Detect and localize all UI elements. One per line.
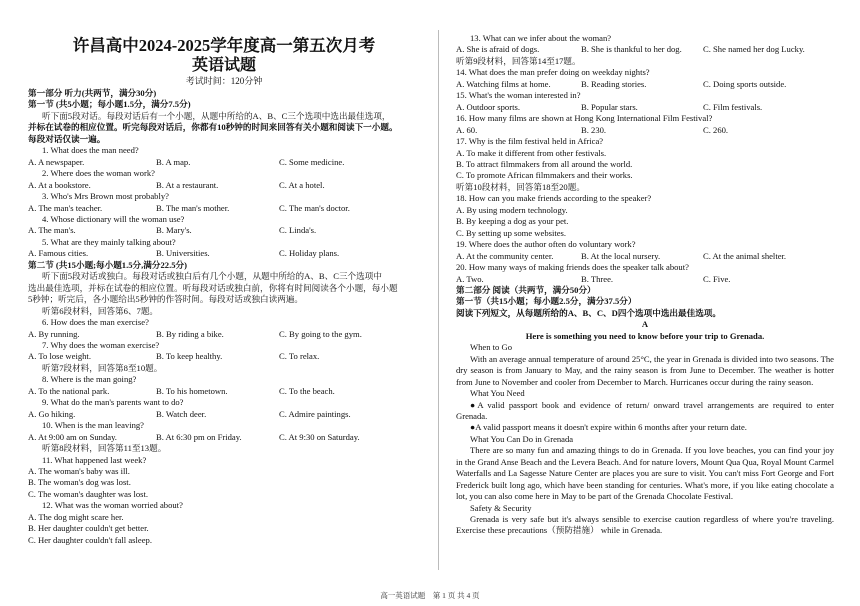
option-c: C. To the beach. — [279, 385, 335, 396]
text-line: 13. What can we infer about the woman? — [470, 33, 612, 43]
option-b: B. She is thankful to her dog. — [581, 44, 682, 55]
option-a: A. At the community center. — [456, 250, 554, 261]
text-line: 听下面5段对话。每段对话后有一个小题，从题中所给的A、B、C三个选项中选出最佳选项， — [42, 110, 391, 121]
option-b: B. A map. — [156, 156, 191, 167]
option-b: B. To keep healthy. — [156, 351, 223, 362]
option-b: B. Popular stars. — [581, 101, 638, 112]
exam-subject: 英语试题 — [191, 57, 256, 74]
option-a: A. At 9:00 am on Sunday. — [28, 431, 117, 442]
option-b: B. To his hometown. — [156, 385, 228, 396]
section-heading: 第一节 (共5小题；每小题1.5分，满分7.5分) — [28, 99, 191, 110]
text-line: 2. Where does the woman work? — [42, 168, 155, 179]
text-line: A. The dog might scare her. — [28, 511, 124, 522]
option-a: A. At a bookstore. — [28, 179, 91, 190]
answer-options — [28, 351, 420, 362]
option-b: B. At 6:30 pm on Friday. — [156, 431, 242, 442]
option-b: B. Reading stories. — [581, 78, 647, 89]
text-line: When to Go — [470, 342, 513, 353]
option-b: B. Three. — [581, 273, 614, 284]
text-line: 12. What was the woman worried about? — [42, 500, 183, 511]
answer-options — [28, 225, 420, 236]
option-a: A. 60. — [456, 124, 478, 135]
option-c: C. Linda's. — [279, 225, 317, 236]
option-a: A. Famous cities. — [28, 248, 89, 259]
text-line: A. The woman's baby was ill. — [28, 465, 130, 476]
right-content — [456, 33, 834, 537]
right-column — [456, 33, 834, 537]
section-heading: 并标在试卷的相应位置。听完每段对话后，你都有10秒钟的时间来回答有关小题和阅读下一小题。 — [28, 122, 398, 133]
section-heading: 每段对话仅读一遍。 — [28, 133, 106, 144]
text-line: 19. Where does the author often do voluntary work? — [456, 239, 636, 250]
text-line: 14. What does the man prefer doing on weekday nights? — [456, 67, 650, 78]
text-line: C. By setting up some websites. — [456, 227, 567, 238]
exam-time: 考试时间：120分钟 — [185, 76, 263, 86]
section-heading: 阅读下列短文，从每题所给的A、B、C、D四个选项中选出最佳选项。 — [456, 307, 721, 318]
text-line: 18. How can you make friends according to the speaker? — [456, 193, 652, 204]
option-a: A. To lose weight. — [28, 351, 91, 362]
option-a: A. Two. — [456, 273, 484, 284]
page-footer: 高一英语试题 第 1 页 共 4 页 — [380, 591, 480, 600]
option-c: C. Holiday plans. — [279, 248, 340, 259]
text-line: ●A valid passport means it doesn't expire within 6 months after your return date. — [470, 422, 747, 433]
passage-paragraph: Grenada is very safe but it's always sensible to exercise caution regardless of where you're traveling. Exercise these precautions（预防措施） while in Grenada. — [456, 514, 834, 536]
answer-options — [456, 274, 834, 285]
passage-heading: Here is something you need to know before your trip to Grenada. — [525, 330, 765, 341]
option-b: B. The man's mother. — [156, 202, 230, 213]
option-a: A. The man's teacher. — [28, 202, 103, 213]
exam-title: 许昌高中2024-2025学年度高一第五次月考 — [72, 36, 376, 55]
option-c: C. Doing sports outside. — [703, 78, 787, 89]
option-b: B. 230. — [581, 124, 607, 135]
text-line: 选出最佳选项，并标在试卷的相应位置。听每段对话或独白前，你将有时间阅读各个小题，每小题 — [28, 282, 398, 293]
text-line: A. To make it different from other festivals. — [456, 147, 607, 158]
option-a: A. To the national park. — [28, 385, 110, 396]
text-line: 17. Why is the film festival held in Africa? — [456, 136, 604, 147]
left-column — [28, 36, 420, 546]
answer-options — [28, 157, 420, 168]
section-heading: 第二节 (共15小题;每小题1.5分,满分22.5分) — [28, 259, 187, 270]
option-c: C. At a hotel. — [279, 179, 325, 190]
passage-heading: A — [641, 319, 649, 330]
option-b: B. By riding a bike. — [156, 328, 224, 339]
text-line: What You Can Do in Grenada — [470, 433, 574, 444]
answer-options — [456, 251, 834, 262]
text-line: 4. Whose dictionary will the woman use? — [42, 213, 185, 224]
option-a: A. Watching films at home. — [456, 78, 551, 89]
answer-options — [28, 248, 420, 259]
section-heading: 第一节（共15小题；每小题2.5分，满分37.5分） — [456, 296, 637, 307]
text-line: 9. What do the man's parents want to do? — [42, 397, 184, 408]
text-line: 听第8段材料，回答第11至13题。 — [42, 443, 167, 454]
text-line: C. Her daughter couldn't fall asleep. — [28, 534, 152, 545]
option-c: C. Some medicine. — [279, 156, 345, 167]
answer-options — [456, 102, 834, 113]
section-heading: 第一部分 听力(共两节，满分30分) — [28, 88, 157, 98]
text-line: B. By keeping a dog as your pet. — [456, 216, 569, 227]
option-c: C. By going to the gym. — [279, 328, 362, 339]
option-a: A. A newspaper. — [28, 156, 85, 167]
answer-options — [28, 329, 420, 340]
text-line: 20. How many ways of making friends does the speaker talk about? — [456, 262, 689, 273]
answer-options — [456, 44, 834, 55]
text-line: 听第7段材料，回答第8至10题。 — [42, 362, 163, 373]
text-line: 5秒钟；听完后，各小题给出5秒钟的作答时间。每段对话或独白读两遍。 — [28, 294, 304, 305]
option-c: C. Five. — [703, 273, 731, 284]
answer-options — [28, 180, 420, 191]
text-line: 7. Why does the woman exercise? — [42, 339, 160, 350]
text-line: 8. Where is the man going? — [42, 374, 137, 385]
text-line: 1. What does the man need? — [42, 145, 139, 156]
left-content — [28, 88, 420, 546]
text-line: B. To attract filmmakers from all around the world. — [456, 158, 633, 169]
option-c: C. She named her dog Lucky. — [703, 44, 805, 55]
option-b: B. At the local nursery. — [581, 250, 661, 261]
text-line: 听第10段材料，回答第18至20题。 — [456, 181, 585, 192]
option-c: C. 260. — [703, 124, 729, 135]
option-c: C. Film festivals. — [703, 101, 763, 112]
answer-options — [28, 203, 420, 214]
text-line: 听下面5段对话或独白。每段对话或独白后有几个小题，从题中所给的A、B、C三个选项中 — [42, 271, 382, 282]
answer-options — [456, 79, 834, 90]
text-line: 5. What are they mainly talking about? — [42, 236, 176, 247]
text-line: C. The woman's daughter was lost. — [28, 488, 149, 499]
answer-options — [28, 386, 420, 397]
option-c: C. To relax. — [279, 351, 320, 362]
text-line: A. By using modern technology. — [456, 204, 568, 215]
option-a: A. Go hiking. — [28, 408, 76, 419]
text-line: 15. What's the woman interested in? — [456, 90, 581, 101]
text-line: 10. When is the man leaving? — [42, 420, 144, 431]
text-line: What You Need — [470, 388, 525, 399]
option-c: C. Admire paintings. — [279, 408, 351, 419]
passage-paragraph: ●A valid passport book and evidence of return/ onward travel arrangements are required to enter Grenada. — [456, 399, 834, 421]
option-c: C. At the animal shelter. — [703, 250, 787, 261]
option-c: C. The man's doctor. — [279, 202, 350, 213]
text-line: 听第9段材料，回答第14至17题。 — [456, 55, 581, 66]
text-line: C. To promote African filmmakers and their works. — [456, 170, 633, 181]
text-line: 听第6段材料，回答第6、7题。 — [42, 305, 159, 316]
answer-options — [456, 125, 834, 136]
text-line: 16. How many films are shown at Hong Kong International Film Festival? — [456, 113, 713, 124]
answer-options — [28, 432, 420, 443]
answer-options — [28, 409, 420, 420]
passage-paragraph: With an average annual temperature of around 25°C, the year in Grenada is divided into two seasons. The dry season is from January to May, and the rainy season is from June to December. The weather is hotter from June to November and cooler from December to March. Hurricanes occur during the rainy season. — [456, 353, 834, 387]
option-a: A. She is afraid of dogs. — [456, 44, 540, 55]
text-line: 11. What happened last week? — [42, 454, 147, 465]
option-b: B. Mary's. — [156, 225, 192, 236]
option-a: A. By running. — [28, 328, 80, 339]
option-c: C. At 9:30 on Saturday. — [279, 431, 360, 442]
passage-paragraph: There are so many fun and amazing things to do in Grenada. If you love beaches, you can find your joy in the Grand Anse Beach and the Levera Beach. And for nature lovers, Mount Qua Qua, Royal Mount Carmel Waterfalls and La Sagesse Nature Center are places you are sure to visit. You can't miss Fort George and Fort Frederick built long ago, which have been standing for centuries. What's more, if you like eating chocolate a lot, you can also come here in May to be part of the Grenada Chocolate Festival. — [456, 445, 834, 502]
text-line: B. Her daughter couldn't get better. — [28, 523, 149, 534]
text-line: 3. Who's Mrs Brown most probably? — [42, 191, 169, 202]
option-b: B. Watch deer. — [156, 408, 207, 419]
text-line: B. The woman's dog was lost. — [28, 477, 131, 488]
text-line: 6. How does the man exercise? — [42, 317, 149, 328]
option-b: B. At a restaurant. — [156, 179, 219, 190]
text-line: Safety & Security — [470, 502, 532, 513]
section-heading: 第二部分 阅读（共两节，满分50分） — [456, 284, 596, 295]
option-a: A. The man's. — [28, 225, 76, 236]
option-a: A. Outdoor sports. — [456, 101, 520, 112]
column-divider — [438, 30, 439, 570]
option-b: B. Universities. — [156, 248, 210, 259]
